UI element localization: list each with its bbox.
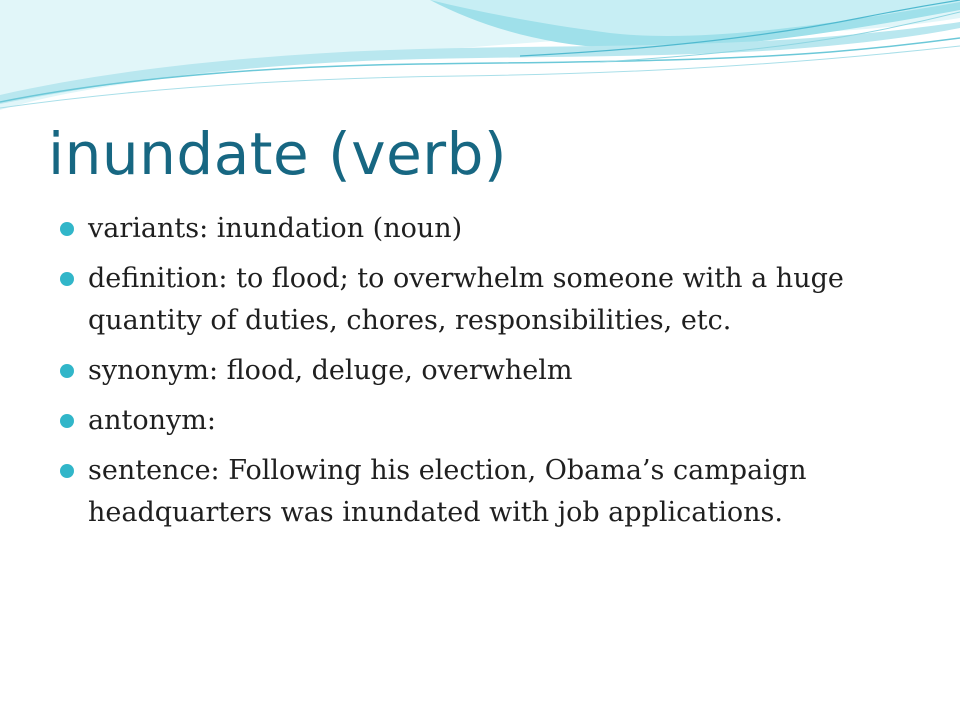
bullet-text: antonym: [88,405,216,436]
header-wave-decoration [0,0,960,120]
bullet-item-definition [60,258,920,342]
bullet-item-variants [60,208,920,250]
bullet-text: definition: to flood; to overwhelm someone with a huge quantity of duties, chores, responsibilities, etc. [88,263,844,336]
bullet-list [60,208,920,542]
bullet-item-antonym [60,400,920,442]
bullet-item-synonym [60,350,920,392]
bullet-dot-icon [60,464,74,478]
bullet-dot-icon [60,414,74,428]
slide-title: inundate (verb) [48,120,508,188]
bullet-text: variants: inundation (noun) [88,213,463,244]
bullet-dot-icon [60,222,74,236]
bullet-item-sentence [60,450,920,534]
bullet-dot-icon [60,272,74,286]
bullet-text: sentence: Following his election, Obama’s campaign headquarters was inundated with job applications. [88,455,807,528]
bullet-dot-icon [60,364,74,378]
bullet-text: synonym: flood, deluge, overwhelm [88,355,573,386]
